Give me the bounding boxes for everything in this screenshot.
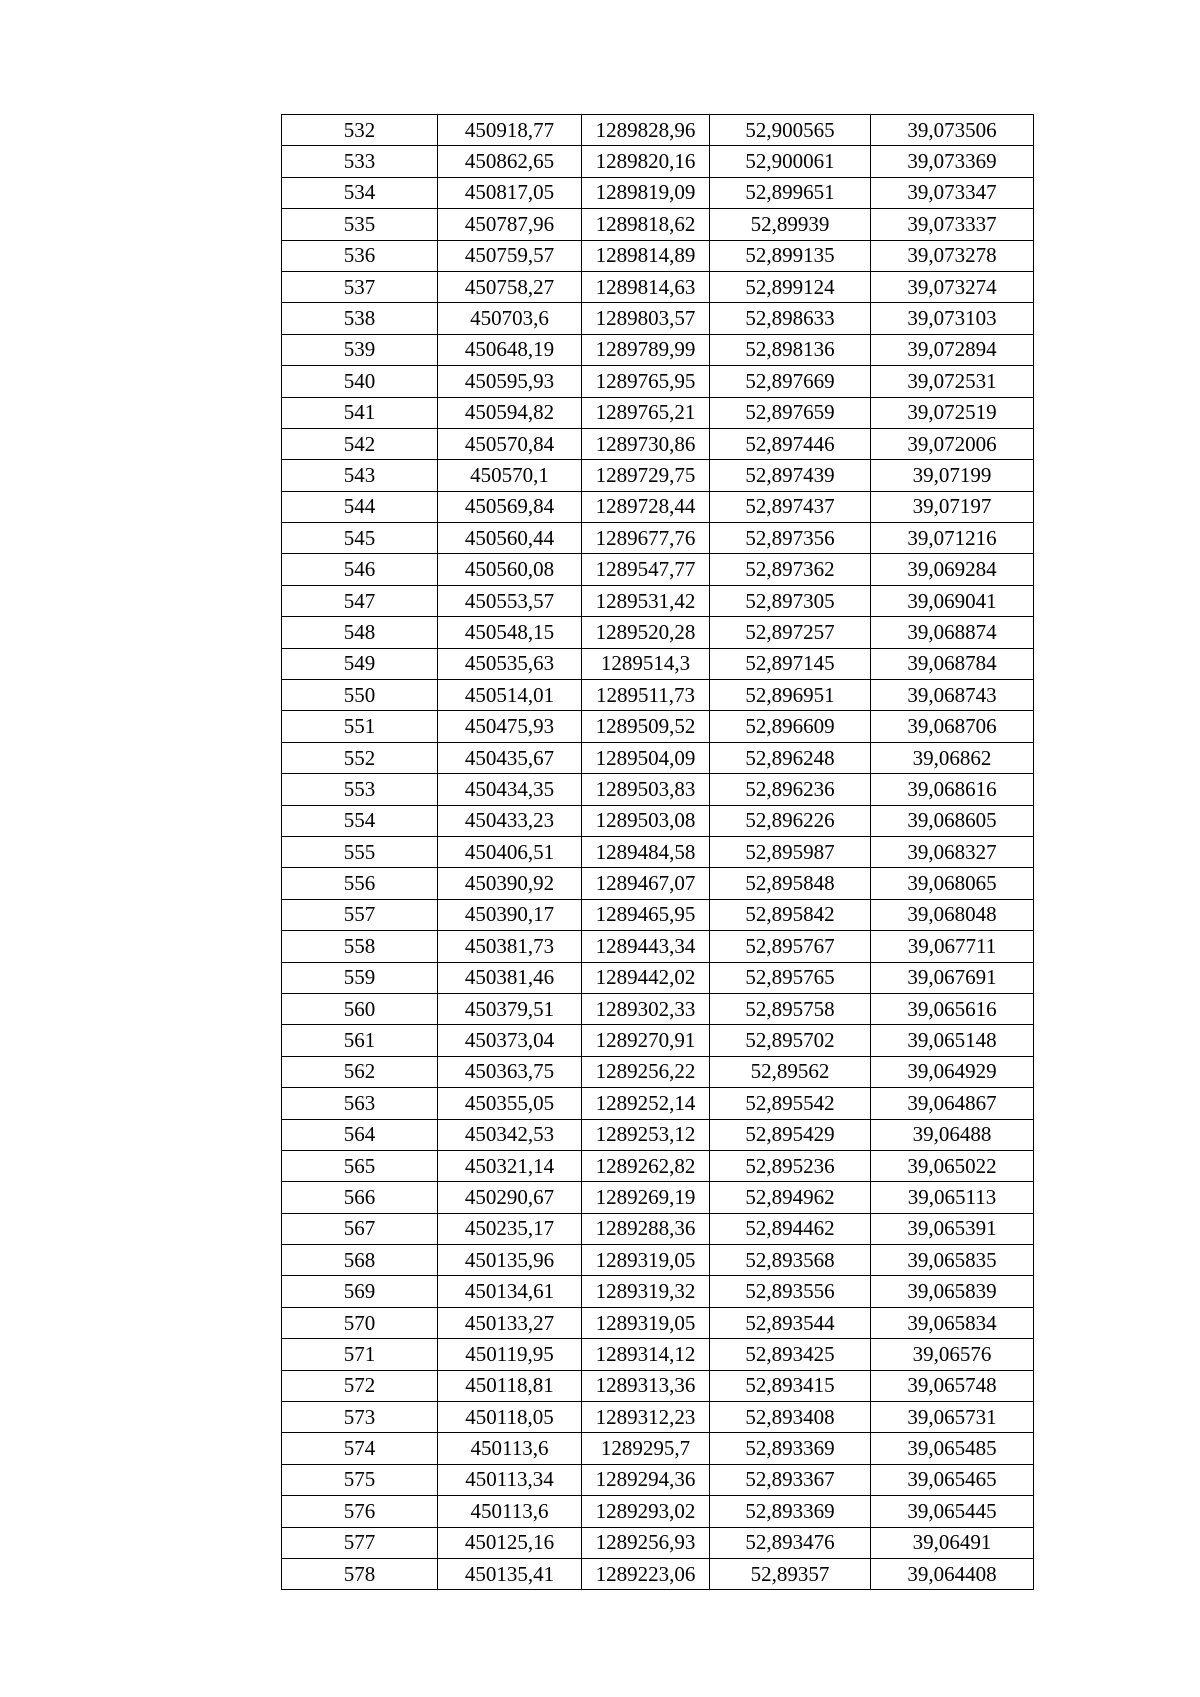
table-row [282, 993, 1034, 1024]
coordinates-table [281, 114, 1034, 1590]
table-row [282, 617, 1034, 648]
longitude-cell: 39,065731 [871, 1402, 1034, 1433]
longitude-cell: 39,064867 [871, 1088, 1034, 1119]
longitude-cell: 39,064408 [871, 1558, 1034, 1589]
point-number-cell: 541 [282, 397, 438, 428]
x-coordinate-cell: 450475,93 [438, 711, 582, 742]
latitude-cell: 52,895765 [710, 962, 871, 993]
table-row [282, 209, 1034, 240]
point-number-cell: 562 [282, 1056, 438, 1087]
y-coordinate-cell: 1289270,91 [582, 1025, 710, 1056]
table-row [282, 1339, 1034, 1370]
table-row [282, 303, 1034, 334]
point-number-cell: 551 [282, 711, 438, 742]
table-row [282, 805, 1034, 836]
point-number-cell: 573 [282, 1402, 438, 1433]
latitude-cell: 52,893415 [710, 1370, 871, 1401]
latitude-cell: 52,896248 [710, 742, 871, 773]
table-row [282, 1527, 1034, 1558]
latitude-cell: 52,893367 [710, 1464, 871, 1495]
longitude-cell: 39,065748 [871, 1370, 1034, 1401]
longitude-cell: 39,068605 [871, 805, 1034, 836]
latitude-cell: 52,895767 [710, 931, 871, 962]
longitude-cell: 39,065839 [871, 1276, 1034, 1307]
x-coordinate-cell: 450235,17 [438, 1213, 582, 1244]
latitude-cell: 52,895236 [710, 1150, 871, 1181]
y-coordinate-cell: 1289262,82 [582, 1150, 710, 1181]
latitude-cell: 52,89357 [710, 1558, 871, 1589]
table-row [282, 366, 1034, 397]
latitude-cell: 52,896226 [710, 805, 871, 836]
latitude-cell: 52,898633 [710, 303, 871, 334]
longitude-cell: 39,06491 [871, 1527, 1034, 1558]
y-coordinate-cell: 1289509,52 [582, 711, 710, 742]
point-number-cell: 565 [282, 1150, 438, 1181]
y-coordinate-cell: 1289820,16 [582, 146, 710, 177]
point-number-cell: 564 [282, 1119, 438, 1150]
longitude-cell: 39,072006 [871, 428, 1034, 459]
latitude-cell: 52,893369 [710, 1496, 871, 1527]
longitude-cell: 39,065445 [871, 1496, 1034, 1527]
table-row [282, 1182, 1034, 1213]
y-coordinate-cell: 1289765,95 [582, 366, 710, 397]
latitude-cell: 52,89562 [710, 1056, 871, 1087]
y-coordinate-cell: 1289319,05 [582, 1307, 710, 1338]
longitude-cell: 39,072531 [871, 366, 1034, 397]
point-number-cell: 555 [282, 836, 438, 867]
point-number-cell: 558 [282, 931, 438, 962]
x-coordinate-cell: 450373,04 [438, 1025, 582, 1056]
point-number-cell: 557 [282, 899, 438, 930]
x-coordinate-cell: 450133,27 [438, 1307, 582, 1338]
point-number-cell: 575 [282, 1464, 438, 1495]
x-coordinate-cell: 450918,77 [438, 115, 582, 146]
table-row [282, 523, 1034, 554]
longitude-cell: 39,06576 [871, 1339, 1034, 1370]
latitude-cell: 52,897257 [710, 617, 871, 648]
x-coordinate-cell: 450390,92 [438, 868, 582, 899]
longitude-cell: 39,07199 [871, 460, 1034, 491]
table-row [282, 585, 1034, 616]
point-number-cell: 578 [282, 1558, 438, 1589]
point-number-cell: 568 [282, 1245, 438, 1276]
point-number-cell: 540 [282, 366, 438, 397]
x-coordinate-cell: 450113,34 [438, 1464, 582, 1495]
table-row [282, 271, 1034, 302]
x-coordinate-cell: 450758,27 [438, 271, 582, 302]
point-number-cell: 550 [282, 680, 438, 711]
point-number-cell: 544 [282, 491, 438, 522]
latitude-cell: 52,893408 [710, 1402, 871, 1433]
longitude-cell: 39,06488 [871, 1119, 1034, 1150]
longitude-cell: 39,073506 [871, 115, 1034, 146]
point-number-cell: 559 [282, 962, 438, 993]
longitude-cell: 39,064929 [871, 1056, 1034, 1087]
point-number-cell: 547 [282, 585, 438, 616]
longitude-cell: 39,07197 [871, 491, 1034, 522]
latitude-cell: 52,893568 [710, 1245, 871, 1276]
longitude-cell: 39,072894 [871, 334, 1034, 365]
x-coordinate-cell: 450135,41 [438, 1558, 582, 1589]
x-coordinate-cell: 450703,6 [438, 303, 582, 334]
table-row [282, 680, 1034, 711]
y-coordinate-cell: 1289765,21 [582, 397, 710, 428]
latitude-cell: 52,895848 [710, 868, 871, 899]
x-coordinate-cell: 450379,51 [438, 993, 582, 1024]
table-row [282, 836, 1034, 867]
table-row [282, 1276, 1034, 1307]
table-row [282, 742, 1034, 773]
latitude-cell: 52,900565 [710, 115, 871, 146]
y-coordinate-cell: 1289223,06 [582, 1558, 710, 1589]
longitude-cell: 39,065022 [871, 1150, 1034, 1181]
point-number-cell: 545 [282, 523, 438, 554]
y-coordinate-cell: 1289818,62 [582, 209, 710, 240]
latitude-cell: 52,899135 [710, 240, 871, 271]
x-coordinate-cell: 450118,05 [438, 1402, 582, 1433]
point-number-cell: 537 [282, 271, 438, 302]
longitude-cell: 39,071216 [871, 523, 1034, 554]
longitude-cell: 39,065465 [871, 1464, 1034, 1495]
y-coordinate-cell: 1289819,09 [582, 177, 710, 208]
table-row [282, 1025, 1034, 1056]
table-row [282, 1213, 1034, 1244]
y-coordinate-cell: 1289313,36 [582, 1370, 710, 1401]
point-number-cell: 534 [282, 177, 438, 208]
latitude-cell: 52,898136 [710, 334, 871, 365]
table-row [282, 1370, 1034, 1401]
y-coordinate-cell: 1289503,08 [582, 805, 710, 836]
y-coordinate-cell: 1289828,96 [582, 115, 710, 146]
y-coordinate-cell: 1289252,14 [582, 1088, 710, 1119]
point-number-cell: 549 [282, 648, 438, 679]
latitude-cell: 52,897145 [710, 648, 871, 679]
latitude-cell: 52,895842 [710, 899, 871, 930]
x-coordinate-cell: 450363,75 [438, 1056, 582, 1087]
latitude-cell: 52,897362 [710, 554, 871, 585]
longitude-cell: 39,06862 [871, 742, 1034, 773]
table-row [282, 774, 1034, 805]
x-coordinate-cell: 450113,6 [438, 1433, 582, 1464]
latitude-cell: 52,896609 [710, 711, 871, 742]
latitude-cell: 52,895987 [710, 836, 871, 867]
y-coordinate-cell: 1289511,73 [582, 680, 710, 711]
y-coordinate-cell: 1289288,36 [582, 1213, 710, 1244]
latitude-cell: 52,899124 [710, 271, 871, 302]
table-row [282, 177, 1034, 208]
y-coordinate-cell: 1289531,42 [582, 585, 710, 616]
x-coordinate-cell: 450548,15 [438, 617, 582, 648]
longitude-cell: 39,065148 [871, 1025, 1034, 1056]
point-number-cell: 539 [282, 334, 438, 365]
latitude-cell: 52,895702 [710, 1025, 871, 1056]
x-coordinate-cell: 450433,23 [438, 805, 582, 836]
longitude-cell: 39,073278 [871, 240, 1034, 271]
x-coordinate-cell: 450560,08 [438, 554, 582, 585]
longitude-cell: 39,072519 [871, 397, 1034, 428]
longitude-cell: 39,073347 [871, 177, 1034, 208]
x-coordinate-cell: 450817,05 [438, 177, 582, 208]
x-coordinate-cell: 450435,67 [438, 742, 582, 773]
table-row [282, 146, 1034, 177]
latitude-cell: 52,895758 [710, 993, 871, 1024]
x-coordinate-cell: 450595,93 [438, 366, 582, 397]
longitude-cell: 39,068616 [871, 774, 1034, 805]
latitude-cell: 52,893369 [710, 1433, 871, 1464]
latitude-cell: 52,896236 [710, 774, 871, 805]
table-row [282, 397, 1034, 428]
point-number-cell: 574 [282, 1433, 438, 1464]
longitude-cell: 39,065616 [871, 993, 1034, 1024]
y-coordinate-cell: 1289442,02 [582, 962, 710, 993]
point-number-cell: 572 [282, 1370, 438, 1401]
x-coordinate-cell: 450560,44 [438, 523, 582, 554]
x-coordinate-cell: 450342,53 [438, 1119, 582, 1150]
table-row [282, 899, 1034, 930]
x-coordinate-cell: 450514,01 [438, 680, 582, 711]
point-number-cell: 576 [282, 1496, 438, 1527]
y-coordinate-cell: 1289319,32 [582, 1276, 710, 1307]
longitude-cell: 39,065834 [871, 1307, 1034, 1338]
latitude-cell: 52,894462 [710, 1213, 871, 1244]
y-coordinate-cell: 1289514,3 [582, 648, 710, 679]
y-coordinate-cell: 1289443,34 [582, 931, 710, 962]
point-number-cell: 543 [282, 460, 438, 491]
latitude-cell: 52,897305 [710, 585, 871, 616]
point-number-cell: 569 [282, 1276, 438, 1307]
coordinates-table-body [282, 115, 1034, 1590]
table-row [282, 428, 1034, 459]
x-coordinate-cell: 450134,61 [438, 1276, 582, 1307]
table-row [282, 460, 1034, 491]
point-number-cell: 553 [282, 774, 438, 805]
longitude-cell: 39,068874 [871, 617, 1034, 648]
y-coordinate-cell: 1289314,12 [582, 1339, 710, 1370]
table-row [282, 711, 1034, 742]
x-coordinate-cell: 450569,84 [438, 491, 582, 522]
table-row [282, 1464, 1034, 1495]
point-number-cell: 563 [282, 1088, 438, 1119]
longitude-cell: 39,068065 [871, 868, 1034, 899]
y-coordinate-cell: 1289269,19 [582, 1182, 710, 1213]
latitude-cell: 52,897659 [710, 397, 871, 428]
table-row [282, 334, 1034, 365]
latitude-cell: 52,894962 [710, 1182, 871, 1213]
x-coordinate-cell: 450135,96 [438, 1245, 582, 1276]
point-number-cell: 570 [282, 1307, 438, 1338]
table-row [282, 1056, 1034, 1087]
point-number-cell: 554 [282, 805, 438, 836]
y-coordinate-cell: 1289294,36 [582, 1464, 710, 1495]
point-number-cell: 566 [282, 1182, 438, 1213]
latitude-cell: 52,899651 [710, 177, 871, 208]
y-coordinate-cell: 1289730,86 [582, 428, 710, 459]
x-coordinate-cell: 450381,73 [438, 931, 582, 962]
x-coordinate-cell: 450570,1 [438, 460, 582, 491]
y-coordinate-cell: 1289547,77 [582, 554, 710, 585]
longitude-cell: 39,068327 [871, 836, 1034, 867]
table-row [282, 1402, 1034, 1433]
x-coordinate-cell: 450535,63 [438, 648, 582, 679]
longitude-cell: 39,073274 [871, 271, 1034, 302]
y-coordinate-cell: 1289789,99 [582, 334, 710, 365]
y-coordinate-cell: 1289814,63 [582, 271, 710, 302]
longitude-cell: 39,073369 [871, 146, 1034, 177]
longitude-cell: 39,065113 [871, 1182, 1034, 1213]
y-coordinate-cell: 1289312,23 [582, 1402, 710, 1433]
x-coordinate-cell: 450390,17 [438, 899, 582, 930]
table-row [282, 1307, 1034, 1338]
table-row [282, 1496, 1034, 1527]
longitude-cell: 39,068743 [871, 680, 1034, 711]
x-coordinate-cell: 450355,05 [438, 1088, 582, 1119]
x-coordinate-cell: 450113,6 [438, 1496, 582, 1527]
x-coordinate-cell: 450862,65 [438, 146, 582, 177]
longitude-cell: 39,067691 [871, 962, 1034, 993]
longitude-cell: 39,073337 [871, 209, 1034, 240]
point-number-cell: 560 [282, 993, 438, 1024]
x-coordinate-cell: 450290,67 [438, 1182, 582, 1213]
latitude-cell: 52,895542 [710, 1088, 871, 1119]
longitude-cell: 39,069041 [871, 585, 1034, 616]
latitude-cell: 52,89939 [710, 209, 871, 240]
table-row [282, 1245, 1034, 1276]
y-coordinate-cell: 1289484,58 [582, 836, 710, 867]
y-coordinate-cell: 1289729,75 [582, 460, 710, 491]
table-row [282, 648, 1034, 679]
x-coordinate-cell: 450594,82 [438, 397, 582, 428]
x-coordinate-cell: 450381,46 [438, 962, 582, 993]
y-coordinate-cell: 1289677,76 [582, 523, 710, 554]
latitude-cell: 52,897439 [710, 460, 871, 491]
point-number-cell: 552 [282, 742, 438, 773]
latitude-cell: 52,893476 [710, 1527, 871, 1558]
x-coordinate-cell: 450434,35 [438, 774, 582, 805]
y-coordinate-cell: 1289295,7 [582, 1433, 710, 1464]
x-coordinate-cell: 450787,96 [438, 209, 582, 240]
longitude-cell: 39,065485 [871, 1433, 1034, 1464]
point-number-cell: 532 [282, 115, 438, 146]
latitude-cell: 52,893425 [710, 1339, 871, 1370]
latitude-cell: 52,893556 [710, 1276, 871, 1307]
x-coordinate-cell: 450125,16 [438, 1527, 582, 1558]
y-coordinate-cell: 1289814,89 [582, 240, 710, 271]
longitude-cell: 39,065835 [871, 1245, 1034, 1276]
point-number-cell: 577 [282, 1527, 438, 1558]
x-coordinate-cell: 450553,57 [438, 585, 582, 616]
y-coordinate-cell: 1289465,95 [582, 899, 710, 930]
latitude-cell: 52,896951 [710, 680, 871, 711]
longitude-cell: 39,069284 [871, 554, 1034, 585]
y-coordinate-cell: 1289302,33 [582, 993, 710, 1024]
x-coordinate-cell: 450759,57 [438, 240, 582, 271]
table-row [282, 868, 1034, 899]
x-coordinate-cell: 450321,14 [438, 1150, 582, 1181]
y-coordinate-cell: 1289256,22 [582, 1056, 710, 1087]
y-coordinate-cell: 1289253,12 [582, 1119, 710, 1150]
point-number-cell: 548 [282, 617, 438, 648]
longitude-cell: 39,067711 [871, 931, 1034, 962]
x-coordinate-cell: 450406,51 [438, 836, 582, 867]
latitude-cell: 52,895429 [710, 1119, 871, 1150]
table-row [282, 1119, 1034, 1150]
y-coordinate-cell: 1289504,09 [582, 742, 710, 773]
y-coordinate-cell: 1289803,57 [582, 303, 710, 334]
table-row [282, 1150, 1034, 1181]
latitude-cell: 52,897669 [710, 366, 871, 397]
point-number-cell: 536 [282, 240, 438, 271]
y-coordinate-cell: 1289293,02 [582, 1496, 710, 1527]
table-row [282, 962, 1034, 993]
table-row [282, 1088, 1034, 1119]
point-number-cell: 542 [282, 428, 438, 459]
point-number-cell: 538 [282, 303, 438, 334]
x-coordinate-cell: 450119,95 [438, 1339, 582, 1370]
point-number-cell: 533 [282, 146, 438, 177]
latitude-cell: 52,897437 [710, 491, 871, 522]
table-row [282, 240, 1034, 271]
latitude-cell: 52,897356 [710, 523, 871, 554]
point-number-cell: 561 [282, 1025, 438, 1056]
latitude-cell: 52,893544 [710, 1307, 871, 1338]
x-coordinate-cell: 450570,84 [438, 428, 582, 459]
table-row [282, 554, 1034, 585]
longitude-cell: 39,068784 [871, 648, 1034, 679]
table-row [282, 1433, 1034, 1464]
point-number-cell: 535 [282, 209, 438, 240]
longitude-cell: 39,068048 [871, 899, 1034, 930]
table-row [282, 491, 1034, 522]
y-coordinate-cell: 1289319,05 [582, 1245, 710, 1276]
x-coordinate-cell: 450118,81 [438, 1370, 582, 1401]
point-number-cell: 571 [282, 1339, 438, 1370]
table-row [282, 1558, 1034, 1589]
latitude-cell: 52,897446 [710, 428, 871, 459]
table-row [282, 931, 1034, 962]
y-coordinate-cell: 1289256,93 [582, 1527, 710, 1558]
longitude-cell: 39,065391 [871, 1213, 1034, 1244]
point-number-cell: 556 [282, 868, 438, 899]
latitude-cell: 52,900061 [710, 146, 871, 177]
y-coordinate-cell: 1289520,28 [582, 617, 710, 648]
y-coordinate-cell: 1289503,83 [582, 774, 710, 805]
longitude-cell: 39,073103 [871, 303, 1034, 334]
x-coordinate-cell: 450648,19 [438, 334, 582, 365]
longitude-cell: 39,068706 [871, 711, 1034, 742]
table-row [282, 115, 1034, 146]
point-number-cell: 546 [282, 554, 438, 585]
y-coordinate-cell: 1289467,07 [582, 868, 710, 899]
point-number-cell: 567 [282, 1213, 438, 1244]
y-coordinate-cell: 1289728,44 [582, 491, 710, 522]
